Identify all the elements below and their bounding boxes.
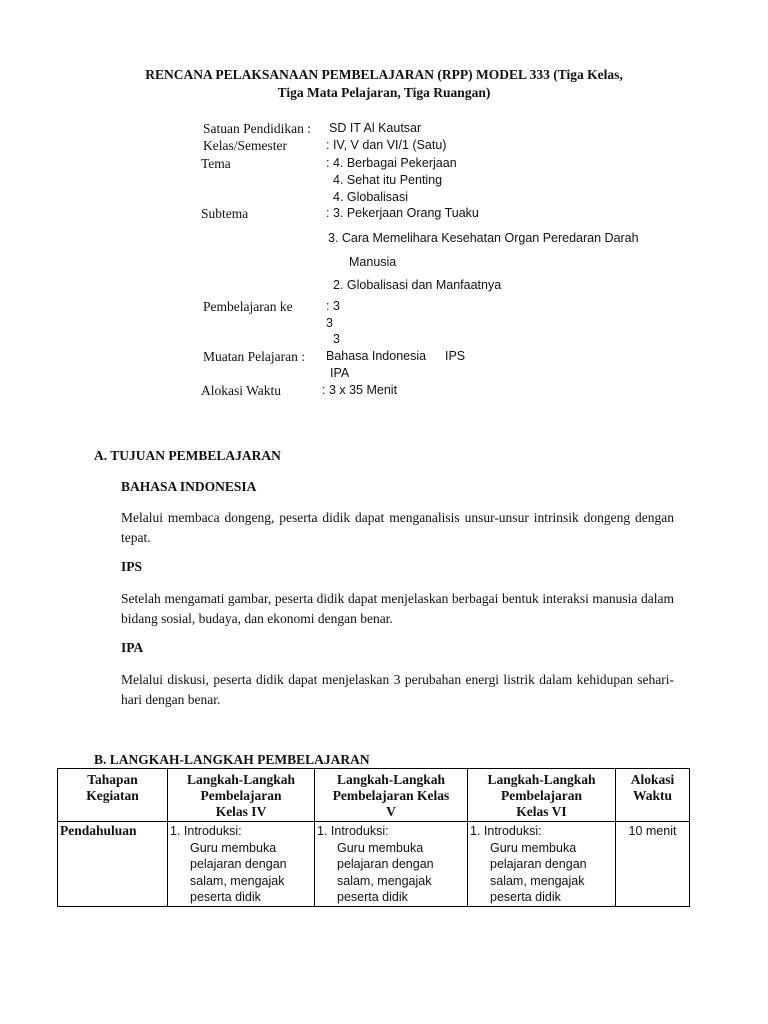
column-header-tahapan: [58, 769, 168, 822]
step-line: salam, mengajak: [190, 873, 285, 888]
step-line: salam, mengajak: [490, 873, 585, 888]
muatan-value-ipa: IPA: [330, 366, 350, 380]
muatan-value-bahasa-indonesia: Bahasa Indonesia: [326, 349, 427, 363]
pembelajaran-value-1: : 3: [326, 299, 340, 313]
step-line: pelajaran dengan: [337, 857, 434, 871]
table-row: [58, 822, 690, 907]
header-line: Pembelajaran: [200, 788, 282, 803]
header-line: Langkah-Langkah: [487, 772, 596, 787]
step-number: 1. Introduksi:: [170, 824, 242, 838]
header-line: Kelas IV: [215, 804, 267, 819]
muatan-label: Muatan Pelajaran :: [203, 349, 305, 364]
kelas-label: Kelas/Semester: [203, 138, 287, 153]
objective-bahasa-indonesia: Melalui membaca dongeng, peserta didik dapat menganalisis unsur-unsur intrinsik dongeng dengan tepat.: [121, 510, 674, 545]
subject-heading-ipa: IPA: [121, 640, 144, 655]
muatan-value-ips: IPS: [445, 349, 466, 363]
alokasi-label: Alokasi Waktu: [201, 383, 282, 398]
step-line: Guru membuka: [337, 840, 424, 855]
table-header-row: [58, 769, 690, 822]
subtema-value-2: 3. Cara Memelihara Kesehatan Organ Peredaran Darah: [328, 231, 639, 245]
pembelajaran-value-3: 3: [333, 332, 340, 346]
tema-value-1: : 4. Berbagai Pekerjaan: [326, 156, 457, 170]
alokasi-value: : 3 x 35 Menit: [322, 383, 398, 397]
subtema-value-1: : 3. Pekerjaan Orang Tuaku: [326, 206, 479, 220]
subtema-label: Subtema: [201, 206, 249, 221]
learning-steps-table: [57, 768, 690, 907]
kelas-iv-cell: [168, 822, 315, 907]
tema-value-3: 4. Globalisasi: [333, 190, 409, 204]
step-number: 1. Introduksi:: [470, 824, 542, 838]
step-line: pelajaran dengan: [490, 857, 587, 871]
satuan-label: Satuan Pendidikan :: [203, 121, 311, 136]
section-b-heading: B. LANGKAH-LANGKAH PEMBELAJARAN: [94, 752, 370, 767]
header-line: Alokasi: [630, 772, 675, 787]
step-number: 1. Introduksi:: [317, 824, 389, 838]
header-line: Langkah-Langkah: [186, 772, 296, 787]
step-line: peserta didik: [337, 890, 408, 904]
header-line: Pembelajaran: [501, 788, 582, 803]
step-line: salam, mengajak: [337, 873, 432, 888]
subtema-value-4: 2. Globalisasi dan Manfaatnya: [333, 278, 502, 292]
kelas-value: : IV, V dan VI/1 (Satu): [326, 138, 447, 152]
step-line: pelajaran dengan: [190, 857, 287, 871]
kelas-v-cell: [315, 822, 468, 907]
step-line: peserta didik: [490, 890, 561, 904]
time-cell: 10 menit: [616, 822, 690, 907]
column-header-kelas-vi: [468, 769, 616, 822]
subject-heading-bahasa-indonesia: BAHASA INDONESIA: [121, 479, 257, 494]
header-line: Pembelajaran Kelas: [332, 788, 450, 803]
document-title-line-2: Tiga Mata Pelajaran, Tiga Ruangan): [277, 85, 491, 100]
subtema-value-3: Manusia: [349, 255, 397, 269]
step-line: Guru membuka: [490, 840, 577, 855]
step-line: peserta didik: [190, 890, 261, 904]
kelas-vi-cell: [468, 822, 616, 907]
header-line: Waktu: [632, 788, 673, 803]
section-a-heading: A. TUJUAN PEMBELAJARAN: [94, 448, 281, 463]
header-line: Kelas VI: [516, 804, 567, 819]
pembelajaran-value-2: 3: [326, 316, 333, 330]
pembelajaran-label: Pembelajaran ke: [203, 299, 293, 314]
column-header-alokasi: [616, 769, 690, 822]
column-header-kelas-iv: [168, 769, 315, 822]
objective-ipa: Melalui diskusi, peserta didik dapat menjelaskan 3 perubahan energi listrik dalam kehidupan sehari-hari dengan benar.: [121, 672, 674, 707]
header-line: Kegiatan: [86, 788, 139, 803]
column-header-kelas-v: [315, 769, 468, 822]
stage-cell: Pendahuluan: [58, 822, 168, 907]
tema-value-2: 4. Sehat itu Penting: [333, 173, 443, 187]
tema-label: Tema: [201, 156, 231, 171]
document-title-line-1: RENCANA PELAKSANAAN PEMBELAJARAN (RPP) MODEL 333 (Tiga Kelas,: [145, 67, 623, 82]
satuan-value: SD IT Al Kautsar: [329, 121, 422, 135]
subject-heading-ips: IPS: [121, 559, 143, 574]
header-line: Tahapan: [87, 772, 138, 787]
objective-ips: Setelah mengamati gambar, peserta didik dapat menjelaskan berbagai bentuk interaksi manusia dalam bidang sosial, budaya, dan ekonomi dengan benar.: [121, 591, 674, 626]
step-line: Guru membuka: [190, 840, 277, 855]
header-line: Langkah-Langkah: [336, 772, 446, 787]
header-line: V: [386, 804, 396, 819]
